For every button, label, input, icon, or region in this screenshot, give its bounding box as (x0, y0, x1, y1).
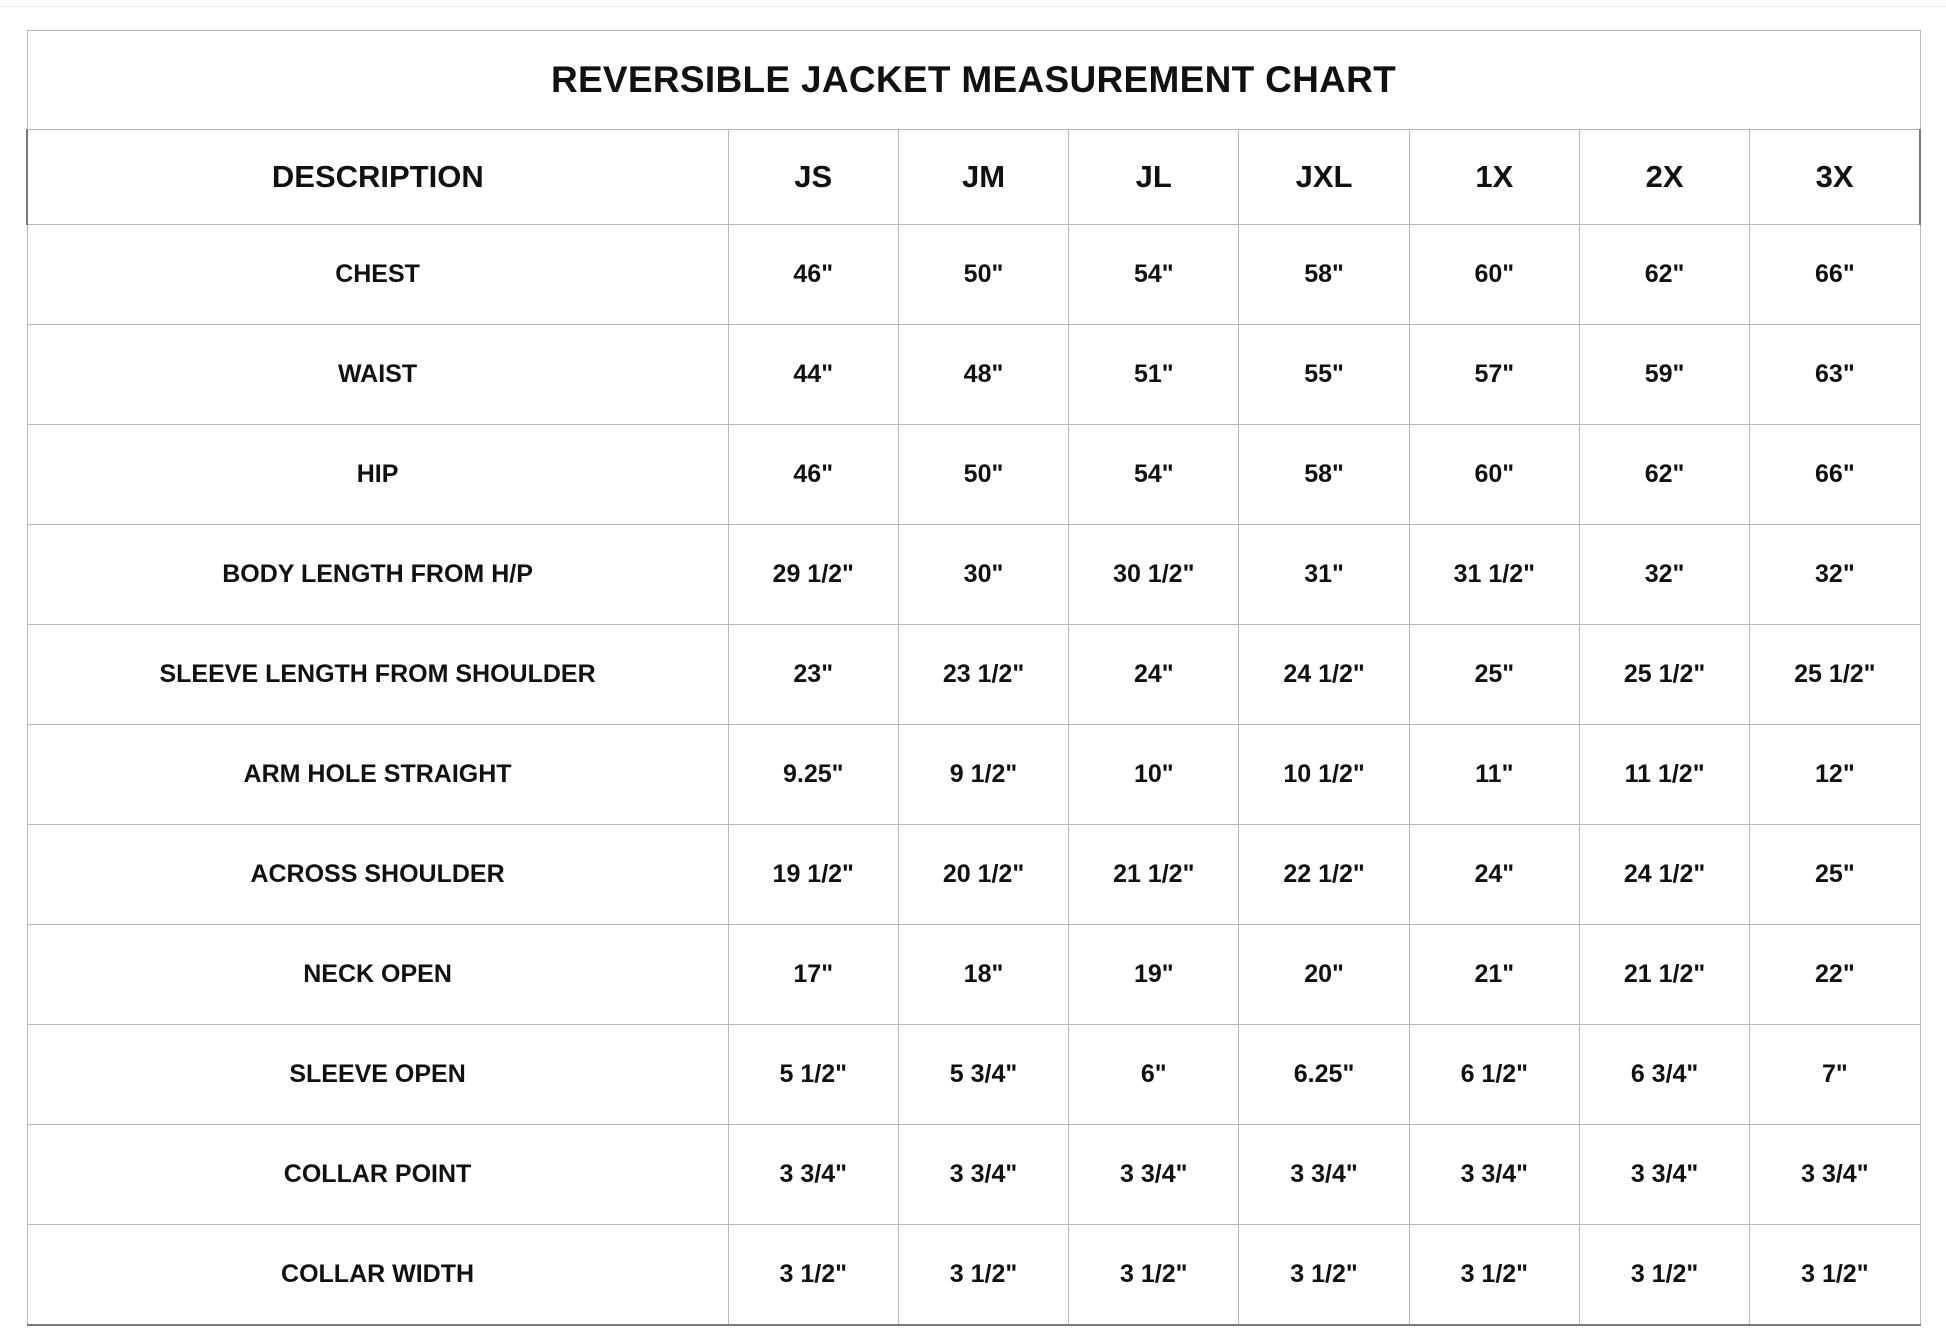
cell-value: 3 3/4" (728, 1125, 898, 1225)
cell-value: 10 1/2" (1239, 725, 1409, 825)
table-row (27, 725, 1920, 825)
cell-value: 20 1/2" (898, 825, 1068, 925)
cell-value: 48" (898, 325, 1068, 425)
cell-value: 59" (1579, 325, 1749, 425)
row-label: WAIST (27, 325, 728, 425)
cell-value: 51" (1069, 325, 1239, 425)
cell-value: 24 1/2" (1239, 625, 1409, 725)
cell-value: 11" (1409, 725, 1579, 825)
cell-value: 62" (1579, 225, 1749, 325)
cell-value: 31" (1239, 525, 1409, 625)
cell-value: 58" (1239, 225, 1409, 325)
row-label: NECK OPEN (27, 925, 728, 1025)
cell-value: 3 1/2" (1750, 1225, 1920, 1326)
cell-value: 21 1/2" (1579, 925, 1749, 1025)
cell-value: 44" (728, 325, 898, 425)
cell-value: 60" (1409, 225, 1579, 325)
row-label: COLLAR WIDTH (27, 1225, 728, 1326)
column-header-jxl: JXL (1239, 130, 1409, 225)
column-header-3x: 3X (1750, 130, 1920, 225)
cell-value: 6" (1069, 1025, 1239, 1125)
cell-value: 31 1/2" (1409, 525, 1579, 625)
table-row (27, 825, 1920, 925)
cell-value: 21 1/2" (1069, 825, 1239, 925)
cell-value: 22 1/2" (1239, 825, 1409, 925)
cell-value: 3 1/2" (1069, 1225, 1239, 1326)
cell-value: 32" (1579, 525, 1749, 625)
table-row (27, 225, 1920, 325)
cell-value: 23" (728, 625, 898, 725)
cell-value: 19" (1069, 925, 1239, 1025)
cell-value: 12" (1750, 725, 1920, 825)
row-label: BODY LENGTH FROM H/P (27, 525, 728, 625)
cell-value: 10" (1069, 725, 1239, 825)
page-top-divider (0, 0, 1946, 7)
table-row (27, 925, 1920, 1025)
cell-value: 25" (1409, 625, 1579, 725)
table-row (27, 325, 1920, 425)
column-header-jm: JM (898, 130, 1068, 225)
cell-value: 18" (898, 925, 1068, 1025)
column-header-description: DESCRIPTION (27, 130, 728, 225)
row-label: CHEST (27, 225, 728, 325)
cell-value: 3 1/2" (1409, 1225, 1579, 1326)
row-label: ARM HOLE STRAIGHT (27, 725, 728, 825)
cell-value: 3 1/2" (728, 1225, 898, 1326)
cell-value: 25 1/2" (1579, 625, 1749, 725)
cell-value: 6.25" (1239, 1025, 1409, 1125)
cell-value: 20" (1239, 925, 1409, 1025)
cell-value: 50" (898, 225, 1068, 325)
cell-value: 6 1/2" (1409, 1025, 1579, 1125)
cell-value: 46" (728, 425, 898, 525)
cell-value: 54" (1069, 225, 1239, 325)
cell-value: 3 3/4" (1409, 1125, 1579, 1225)
cell-value: 11 1/2" (1579, 725, 1749, 825)
cell-value: 25" (1750, 825, 1920, 925)
cell-value: 24 1/2" (1579, 825, 1749, 925)
row-label: SLEEVE LENGTH FROM SHOULDER (27, 625, 728, 725)
cell-value: 21" (1409, 925, 1579, 1025)
cell-value: 66" (1750, 425, 1920, 525)
cell-value: 3 3/4" (1239, 1125, 1409, 1225)
cell-value: 9 1/2" (898, 725, 1068, 825)
cell-value: 24" (1069, 625, 1239, 725)
title-row (27, 31, 1920, 130)
column-header-jl: JL (1069, 130, 1239, 225)
cell-value: 5 3/4" (898, 1025, 1068, 1125)
table-row (27, 1225, 1920, 1326)
cell-value: 23 1/2" (898, 625, 1068, 725)
table-row (27, 625, 1920, 725)
cell-value: 29 1/2" (728, 525, 898, 625)
cell-value: 60" (1409, 425, 1579, 525)
cell-value: 7" (1750, 1025, 1920, 1125)
cell-value: 3 3/4" (898, 1125, 1068, 1225)
table-row (27, 425, 1920, 525)
row-label: SLEEVE OPEN (27, 1025, 728, 1125)
column-header-row (27, 130, 1920, 225)
column-header-js: JS (728, 130, 898, 225)
measurement-chart-container (26, 30, 1921, 1315)
cell-value: 50" (898, 425, 1068, 525)
table-row (27, 525, 1920, 625)
row-label: HIP (27, 425, 728, 525)
cell-value: 58" (1239, 425, 1409, 525)
cell-value: 3 3/4" (1069, 1125, 1239, 1225)
cell-value: 3 3/4" (1579, 1125, 1749, 1225)
row-label: COLLAR POINT (27, 1125, 728, 1225)
measurement-table (26, 30, 1921, 1326)
cell-value: 19 1/2" (728, 825, 898, 925)
table-row (27, 1025, 1920, 1125)
cell-value: 54" (1069, 425, 1239, 525)
cell-value: 57" (1409, 325, 1579, 425)
cell-value: 5 1/2" (728, 1025, 898, 1125)
cell-value: 3 1/2" (898, 1225, 1068, 1326)
cell-value: 63" (1750, 325, 1920, 425)
cell-value: 6 3/4" (1579, 1025, 1749, 1125)
chart-title: REVERSIBLE JACKET MEASUREMENT CHART (27, 31, 1920, 130)
column-header-1x: 1X (1409, 130, 1579, 225)
table-row (27, 1125, 1920, 1225)
column-header-2x: 2X (1579, 130, 1749, 225)
cell-value: 46" (728, 225, 898, 325)
cell-value: 24" (1409, 825, 1579, 925)
cell-value: 3 1/2" (1239, 1225, 1409, 1326)
cell-value: 30" (898, 525, 1068, 625)
cell-value: 66" (1750, 225, 1920, 325)
cell-value: 3 3/4" (1750, 1125, 1920, 1225)
cell-value: 9.25" (728, 725, 898, 825)
table-body (27, 225, 1920, 1326)
cell-value: 25 1/2" (1750, 625, 1920, 725)
table-head (27, 31, 1920, 225)
cell-value: 30 1/2" (1069, 525, 1239, 625)
cell-value: 62" (1579, 425, 1749, 525)
cell-value: 22" (1750, 925, 1920, 1025)
cell-value: 55" (1239, 325, 1409, 425)
cell-value: 32" (1750, 525, 1920, 625)
cell-value: 3 1/2" (1579, 1225, 1749, 1326)
cell-value: 17" (728, 925, 898, 1025)
row-label: ACROSS SHOULDER (27, 825, 728, 925)
